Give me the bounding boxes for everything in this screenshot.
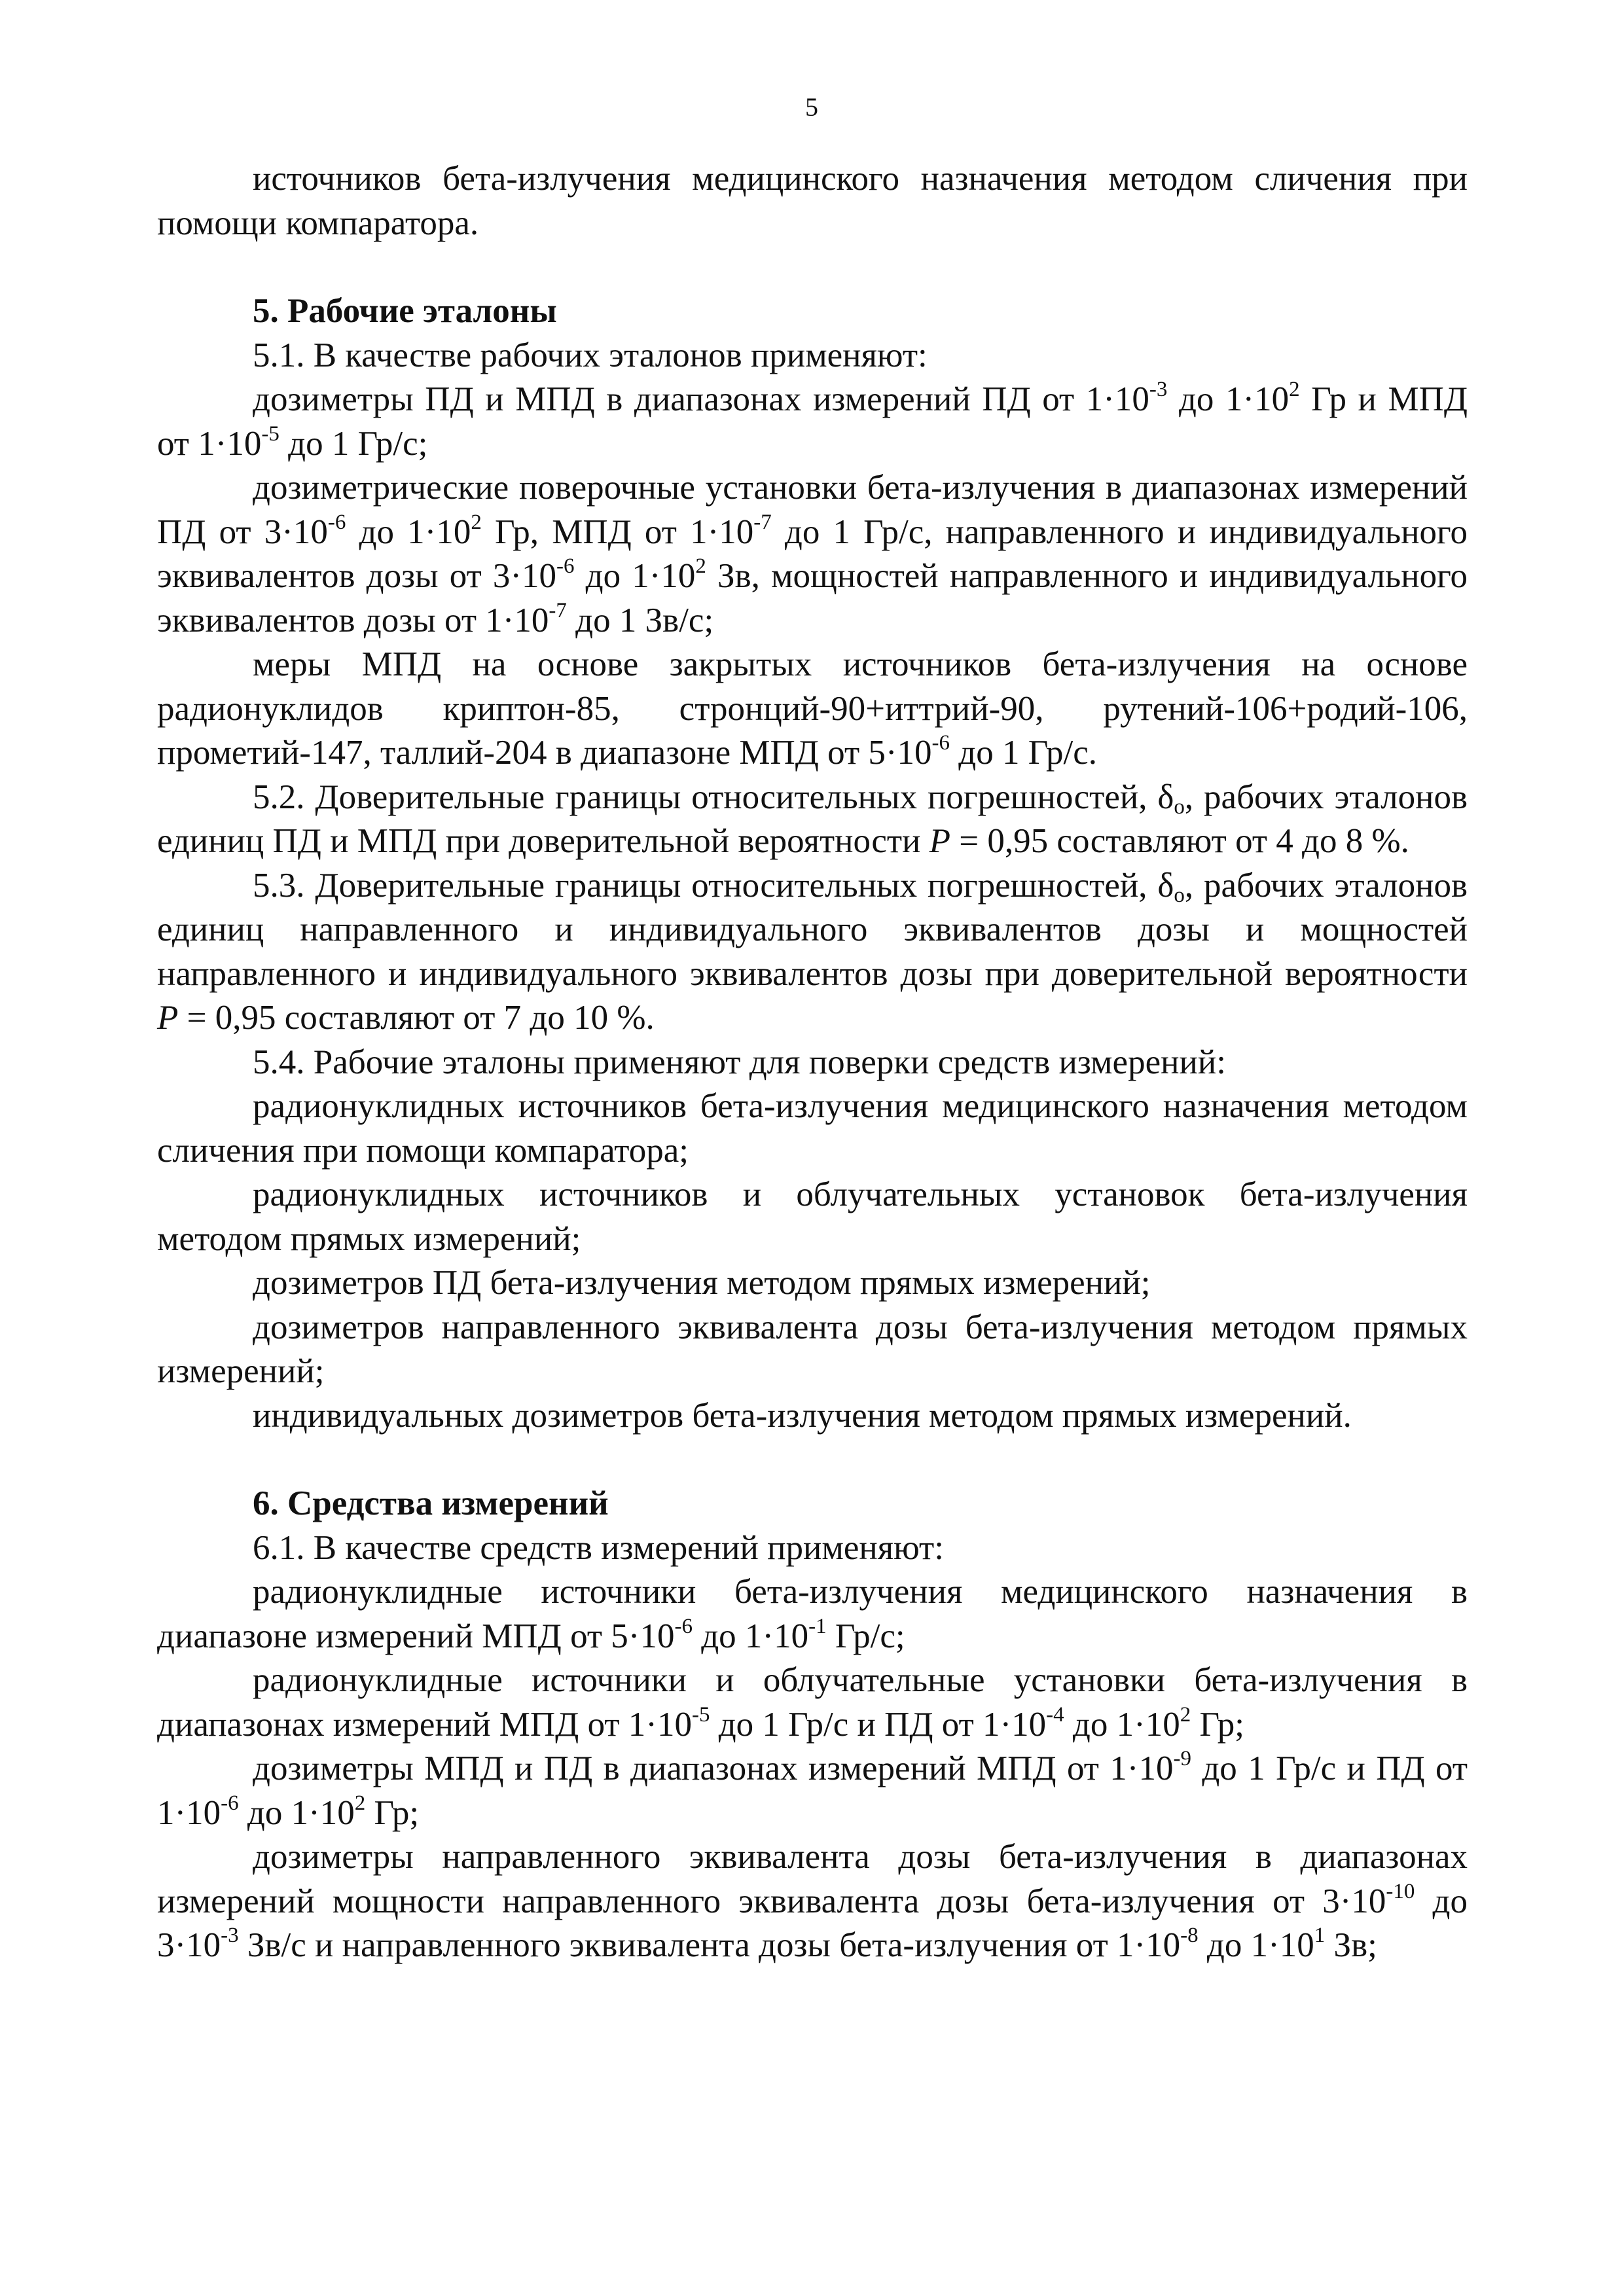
paragraph-5-4-item-2: радионуклидных источников и облучательных установок бета-излучения методом прямых измерений; <box>157 1175 1468 1258</box>
paragraph-5-1-item-3: меры МПД на основе закрытых источников бета-излучения на основе радионуклидов криптон-85, стронций-90+иттрий-90, рутений-106+родий-106, прометий-147, таллий-204 в диапазоне МПД от $5\cdot 10^{-6}$ до 1 Гр/с. <box>157 645 1468 772</box>
paragraph-5-3: 5.3. Доверительные границы относительных погрешностей, $\delta_о$, рабочих эталонов единиц направленного и индивидуального эквивалентов дозы и мощностей направленного и индивидуального эквивалентов дозы при доверительной вероятности P = 0,95 составляют от 7 до 10 %. <box>157 866 1468 1037</box>
section-heading-5: 5. Рабочие эталоны <box>253 292 557 330</box>
paragraph-6-1-item-3: дозиметры МПД и ПД в диапазонах измерений МПД от $1\cdot 10^{-9}$ до 1 Гр/с и ПД от $1\cdot 10^{-6}$ до $1\cdot 10^2$ Гр; <box>157 1747 1468 1832</box>
paragraph-5-1-item-2: дозиметрические поверочные установки бета-излучения в диапазонах измерений ПД от $3\cdot 10^{-6}$ до $1\cdot 10^2$ Гр, МПД от $1\cdot 10^{-7}$ до 1 Гр/с, направленного и индивидуального эквивалентов дозы от $3\cdot 10^{-6}$ до $1\cdot 10^2$ Зв, мощностей направленного и индивидуального эквивалентов дозы от $1\cdot 10^{-7}$ до 1 Зв/с; <box>157 469 1468 639</box>
paragraph-6-1-item-4: дозиметры направленного эквивалента дозы бета-излучения в диапазонах измерений мощности направленного эквивалента дозы бета-излучения от $3\cdot 10^{-10}$ до $3\cdot 10^{-3}$ Зв/с и направленного эквивалента дозы бета-излучения от $1\cdot 10^{-8}$ до $1\cdot 10^1$ Зв; <box>157 1838 1468 1964</box>
page-number: 5 <box>805 92 818 122</box>
document-body <box>157 157 1468 1968</box>
paragraph-5-4-item-3: дозиметров ПД бета-излучения методом прямых измерений; <box>253 1264 1151 1302</box>
paragraph-5-4-item-4: дозиметров направленного эквивалента дозы бета-излучения методом прямых измерений; <box>157 1308 1468 1390</box>
paragraph-6-1-item-1: радионуклидные источники бета-излучения медицинского назначения в диапазоне измерений МПД от $5\cdot 10^{-6}$ до $1\cdot 10^{-1}$ Гр/с; <box>157 1573 1468 1655</box>
paragraph-6-1: 6.1. В качестве средств измерений применяют: <box>253 1528 944 1567</box>
paragraph-5-4-item-1: радионуклидных источников бета-излучения медицинского назначения методом сличения при помощи компаратора; <box>157 1087 1468 1170</box>
paragraph-5-1-item-1: дозиметры ПД и МПД в диапазонах измерений ПД от $1\cdot 10^{-3}$ до $1\cdot 10^2$ Гр и МПД от $1\cdot 10^{-5}$ до 1 Гр/с; <box>157 378 1468 463</box>
section-heading-6: 6. Средства измерений <box>253 1484 609 1522</box>
paragraph-5-1: 5.1. В качестве рабочих эталонов применяют: <box>253 336 928 374</box>
paragraph-continuation: источников бета-излучения медицинского назначения методом сличения при помощи компаратора. <box>157 160 1468 242</box>
paragraph-5-2: 5.2. Доверительные границы относительных погрешностей, $\delta_о$, рабочих эталонов единиц ПД и МПД при доверительной вероятности P = 0,95 составляют от 4 до 8 %. <box>157 778 1468 860</box>
paragraph-5-4: 5.4. Рабочие эталоны применяют для поверки средств измерений: <box>253 1043 1226 1081</box>
paragraph-5-4-item-5: индивидуальных дозиметров бета-излучения методом прямых измерений. <box>253 1396 1352 1435</box>
paragraph-6-1-item-2: радионуклидные источники и облучательные установки бета-излучения в диапазонах измерений МПД от $1\cdot 10^{-5}$ до 1 Гр/с и ПД от $1\cdot 10^{-4}$ до $1\cdot 10^2$ Гр; <box>157 1661 1468 1744</box>
